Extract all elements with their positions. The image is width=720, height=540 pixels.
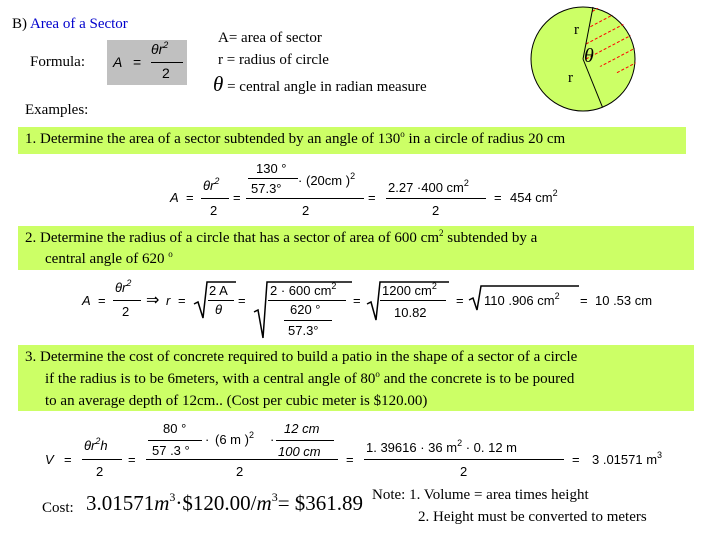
ex3-result: 3 .01571 $m^3$ (592, 450, 663, 467)
ex1-angle-den: 57.3° (251, 181, 282, 196)
formula-box (107, 40, 187, 85)
ex2-sqrt1-bar (208, 300, 234, 301)
ex3-formula-bar (82, 459, 122, 460)
ex2-sqrt1-num: 2 A (209, 283, 228, 298)
ex3-den2: 2 (236, 464, 244, 479)
definition-area: A= area of sector (218, 30, 322, 46)
ex1-eq2: = (233, 190, 241, 205)
ex1-step2-num: 2.27 ·400 $cm^2$ (388, 178, 469, 195)
ex2-formula-num: $\theta r^2$ (115, 278, 132, 295)
ex3-eq2: = (128, 452, 136, 467)
example1-question: 1. Determine the area of a sector subtended by an angle of 130$^o$ in a circle of radius 20 cm (25, 129, 566, 147)
ex2-lhs: A (82, 293, 91, 308)
ex2-r: r (166, 293, 171, 308)
ex2-eq6: = (580, 293, 588, 308)
ex2-sqrt3-num: 1200 $cm^2$ (382, 281, 437, 298)
ex2-eq4: = (353, 293, 361, 308)
ex3-angle-den: 57 .3 ° (152, 443, 190, 458)
ex1-formula-num: $\theta r^2$ (203, 176, 220, 193)
ex2-sqrt1-den: θ (215, 302, 223, 317)
sector-diagram (528, 4, 638, 114)
ex1-den2: 2 (302, 203, 310, 218)
ex3-dot2: · (270, 432, 275, 447)
ex3-step2-bar (364, 459, 564, 460)
ex2-sqrt2-den-den: 57.3° (288, 323, 319, 338)
ex2-sqrt2-inner-bar (284, 320, 332, 321)
ex1-main-bar (246, 198, 364, 199)
ex1-eq1: = (186, 190, 194, 205)
ex1-step2-den: 2 (432, 203, 440, 218)
ex1-radius: (20cm )$^2$ (306, 171, 356, 188)
ex2-result: 10 .53 cm (595, 293, 653, 308)
formula-numerator: $\theta r^2$ (151, 40, 169, 57)
ex2-sqrt3-den: 10.82 (394, 305, 427, 320)
ex1-eq3: = (368, 190, 376, 205)
definition-radius: r = radius of circle (218, 52, 329, 68)
example3-question-line2: if the radius is to be 6meters, with a central angle of 80$^o$ and the concrete is to be poured (45, 369, 575, 387)
ex2-formula-bar (113, 300, 141, 301)
ex2-sqrt2-bar (268, 300, 346, 301)
example2-question-line1: 2. Determine the radius of a circle that has a sector of area of 600 $cm^2$ subtended by a (25, 228, 538, 246)
diagram-label-r-top: r (574, 22, 579, 38)
cost-expression: $3.01571m^3\cdot\$120.00/m^3=$ $361.89 (86, 490, 364, 515)
ex3-eq3: = (346, 452, 354, 467)
ex2-eq5: = (456, 293, 464, 308)
ex3-eq1: = (64, 452, 72, 467)
section-prefix: B) (12, 16, 27, 32)
cost-label: Cost: (42, 500, 74, 516)
theta-symbol: θ (213, 72, 224, 96)
ex1-formula-den: 2 (210, 203, 218, 218)
ex1-lhs: A (170, 190, 179, 205)
section-heading (12, 16, 128, 33)
ex2-sqrt3-bar (380, 300, 446, 301)
ex3-formula-den: 2 (96, 464, 104, 479)
ex1-angle-num: 130 ° (256, 161, 287, 176)
diagram-label-theta: θ (584, 45, 594, 67)
example3-question-line1: 3. Determine the cost of concrete required to build a patio in the shape of a sector of a circle (25, 349, 578, 365)
note-line1: Note: 1. Volume = area times height (372, 487, 589, 503)
ex3-dot1: · (205, 432, 210, 447)
ex2-eq1: = (98, 293, 106, 308)
ex2-formula-den: 2 (122, 304, 130, 319)
ex3-depth-num: 12 cm (284, 421, 320, 436)
formula-fraction-bar (151, 62, 183, 63)
ex1-angle-bar (248, 178, 298, 179)
section-title: Area of a Sector (29, 16, 128, 32)
formula-denominator: 2 (162, 65, 170, 81)
formula-lhs: A (113, 54, 123, 70)
ex2-eq3: = (238, 293, 246, 308)
ex3-main-bar (146, 459, 338, 460)
examples-label: Examples: (25, 102, 89, 118)
ex3-step2-den: 2 (460, 464, 468, 479)
ex3-formula-num: $\theta r^2h$ (84, 436, 108, 453)
ex2-eq2: = (178, 293, 186, 308)
ex1-formula-bar (201, 198, 229, 199)
ex3-step2-num: 1. 39616 · 36 $m^2 \cdot 0$. 12 m (366, 438, 517, 455)
ex3-angle-num: 80 ° (163, 421, 187, 436)
example3-question-line3: to an average depth of 12cm.. (Cost per cubic meter is $120.00) (45, 393, 428, 409)
ex3-angle-bar (148, 440, 202, 441)
ex2-sqrt4-val: 110 .906 $cm^2$ (484, 291, 560, 308)
ex1-step2-bar (386, 198, 486, 199)
ex2-sqrt2-num: 2 · 600 $cm^2$ (270, 281, 337, 298)
definition-angle: θ = central angle in radian measure (213, 72, 427, 96)
ex3-eq4: = (572, 452, 580, 467)
ex1-result: 454 $cm^2$ (510, 188, 558, 205)
ex1-eq4: = (494, 190, 502, 205)
ex3-depth-bar (276, 440, 334, 441)
formula-label: Formula: (30, 54, 85, 70)
ex3-radius: (6 m )$^2$ (215, 430, 254, 447)
diagram-label-r-bottom: r (568, 70, 573, 86)
ex3-lhs: V (45, 452, 54, 467)
example2-question-line2: central angle of 620 $^o$ (45, 249, 173, 267)
ex2-sqrt2-den-num: 620 ° (290, 302, 321, 317)
ex1-dot: · (298, 173, 303, 188)
ex3-depth-den: 100 cm (278, 444, 321, 459)
note-line2: 2. Height must be converted to meters (418, 509, 647, 525)
ex2-implies: ⇒ (146, 292, 160, 309)
formula-equals: = (133, 54, 142, 70)
